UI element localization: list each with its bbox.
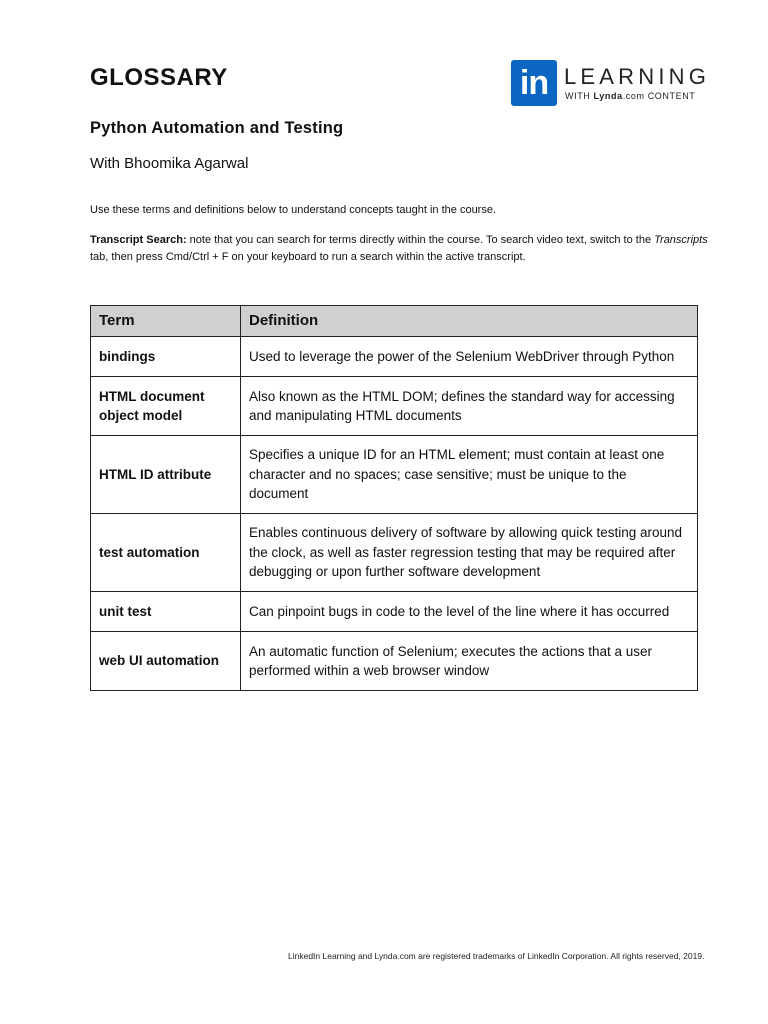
logo-with-lynda-text [565, 91, 695, 101]
definition-cell: Can pinpoint bugs in code to the level of the line where it has occurred [241, 592, 698, 632]
definition-cell: An automatic function of Selenium; executes the actions that a user performed within a web browser window [241, 632, 698, 691]
transcript-search-label: Transcript Search: [90, 234, 187, 246]
linkedin-in-icon: in [511, 60, 557, 106]
table-row [91, 337, 698, 377]
term-cell: test automation [91, 514, 241, 592]
glossary-table [90, 305, 698, 691]
logo-dotcom-word: .com CONTENT [622, 91, 696, 101]
table-row [91, 436, 698, 514]
table-row [91, 514, 698, 592]
definition-cell: Enables continuous delivery of software by allowing quick testing around the clock, as well as faster regression testing that may be required after debugging or upon further software development [241, 514, 698, 592]
term-column-header: Term [91, 306, 241, 337]
transcripts-tab-name: Transcripts [654, 234, 708, 246]
linkedin-learning-logo [511, 60, 711, 106]
footer-trademark-text: LinkedIn Learning and Lynda.com are registered trademarks of LinkedIn Corporation. All rights reserved, 2019. [288, 951, 705, 961]
table-row [91, 377, 698, 436]
logo-with-word: WITH [565, 91, 591, 101]
definition-cell: Also known as the HTML DOM; defines the standard way for accessing and manipulating HTML documents [241, 377, 698, 436]
course-title: Python Automation and Testing [90, 119, 344, 137]
term-cell: HTML ID attribute [91, 436, 241, 514]
table-row [91, 592, 698, 632]
term-cell: HTML document object model [91, 377, 241, 436]
transcript-text-part-2: tab, then press Cmd/Ctrl + F on your keyboard to run a search within the active transcript. [90, 250, 526, 263]
table-row [91, 632, 698, 691]
transcript-search-note [90, 232, 720, 265]
transcript-text-part-1: note that you can search for terms directly within the course. To search video text, switch to the [186, 234, 655, 246]
author-line: With Bhoomika Agarwal [90, 155, 249, 172]
logo-lynda-word: Lynda [593, 91, 623, 101]
logo-learning-text: LEARNING [564, 64, 711, 89]
table-header-row [91, 306, 698, 337]
term-cell: bindings [91, 337, 241, 377]
definition-column-header: Definition [241, 306, 698, 337]
page-title: GLOSSARY [90, 64, 228, 91]
intro-text: Use these terms and definitions below to understand concepts taught in the course. [90, 204, 497, 216]
term-cell: unit test [91, 592, 241, 632]
definition-cell: Used to leverage the power of the Selenium WebDriver through Python [241, 337, 698, 377]
definition-cell: Specifies a unique ID for an HTML element; must contain at least one character and no spaces; case sensitive; must be unique to the document [241, 436, 698, 514]
term-cell: web UI automation [91, 632, 241, 691]
